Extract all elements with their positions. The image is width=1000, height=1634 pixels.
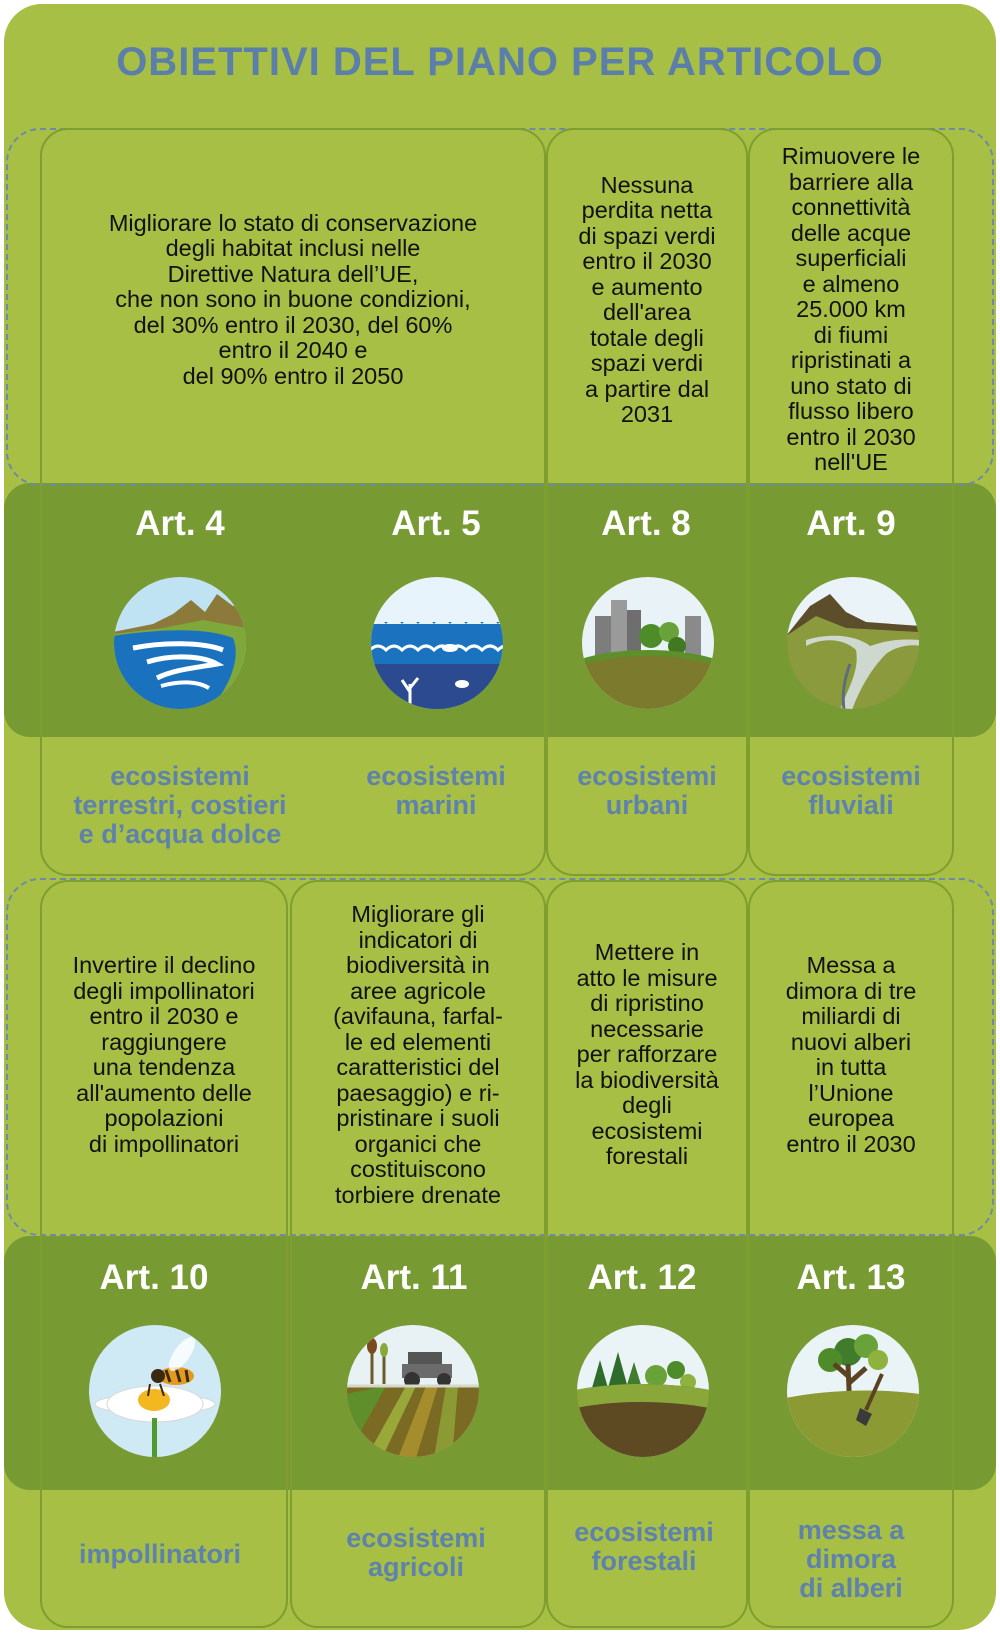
article-label-12: Art. 12 [587,1258,697,1297]
caption-art13: messa a dimora di alberi [797,1515,905,1603]
objective-art10: Invertire il declino degli impollinatori entro il 2030 e raggiungere una tendenza all'aumento delle popolazioni di impollinatori [72,952,256,1157]
forest-ecosystem-icon [576,1324,710,1458]
article-label-11: Art. 11 [360,1258,468,1297]
caption-art5: ecosistemi marini [366,761,506,820]
article-label-10: Art. 10 [99,1258,209,1297]
objective-art13: Messa a dimora di tre miliardi di nuovi alberi in tutta l’Unione europea entro il 2030 [785,952,917,1157]
caption-art12: ecosistemi forestali [574,1517,714,1576]
bee-flower-icon [88,1324,222,1458]
objective-art4-art5: Migliorare lo stato di conservazione degli habitat inclusi nelle Direttive Natura dell’UE, che non sono in buone condizioni, del 30% entro il 2030, del 60% entro il 2040 e del 90% entro il 2050 [108,209,478,389]
article-label-4: Art. 4 [135,504,225,543]
article-label-5: Art. 5 [391,504,481,543]
article-label-8: Art. 8 [601,504,691,543]
objective-art8: Nessuna perdita netta di spazi verdi entro il 2030 e aumento dell'area totale degli spazi verdi a partire dal 2031 [578,171,716,427]
caption-art10: impollinatori [79,1539,241,1569]
page-title: OBIETTIVI DEL PIANO PER ARTICOLO [116,40,884,84]
objective-art11: Migliorare gli indicatori di biodiversità in aree agricole (avifauna, farfal- le ed elementi caratteristici del paesaggio) e ri- pristinare i suoli organici che costituiscono torbiere drenate [333,901,503,1208]
article-label-9: Art. 9 [806,504,896,543]
marine-ecosystem-icon [370,576,504,710]
objective-art12: Mettere in atto le misure di ripristino necessarie per rafforzare la biodiversità degli ecosistemi forestali [575,939,719,1170]
objective-art9: Rimuovere le barriere alla connettività delle acque superficiali e almeno 25.000 km di fiumi ripristinati a uno stato di flusso libero entro il 2030 nell'UE [781,143,921,476]
coastal-ecosystem-icon [113,576,247,710]
caption-art11: ecosistemi agricoli [346,1523,486,1582]
agriculture-tractor-icon [346,1324,480,1458]
caption-art9: ecosistemi fluviali [781,761,921,820]
river-ecosystem-icon [786,576,920,710]
tree-planting-icon [786,1324,920,1458]
article-label-13: Art. 13 [796,1258,906,1297]
urban-ecosystem-icon [581,576,715,710]
caption-art4: ecosistemi terrestri, costieri e d’acqua dolce [73,761,287,849]
caption-art8: ecosistemi urbani [577,761,717,820]
